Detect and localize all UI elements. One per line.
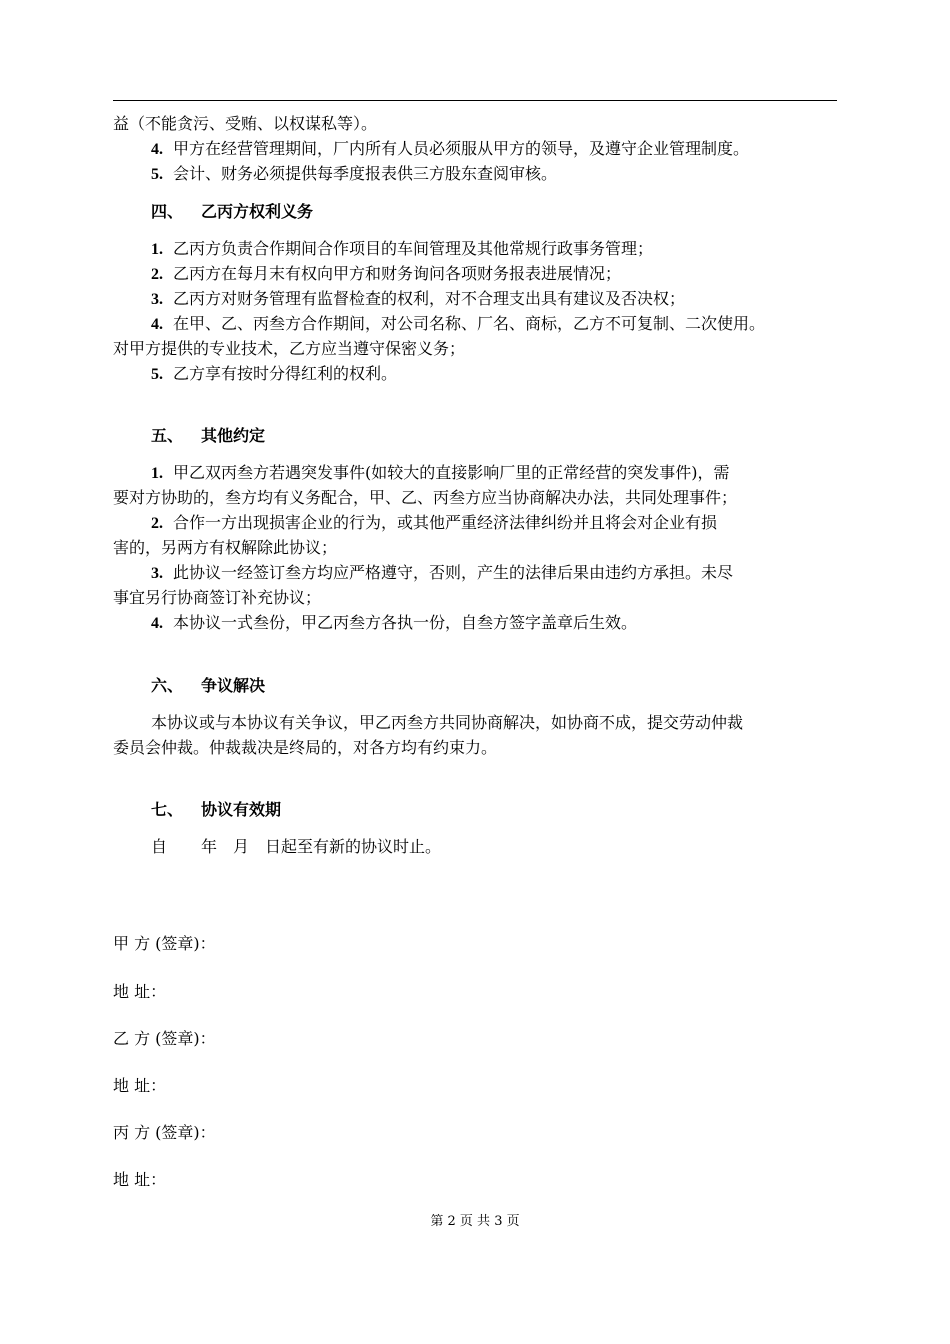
list-text: 乙丙方对财务管理有监督检查的权利，对不合理支出具有建议及否决权； <box>173 289 686 308</box>
list-item <box>151 264 837 285</box>
list-text: 会计、财务必须提供每季度报表供三方股东查阅审核。 <box>173 164 558 183</box>
list-item <box>151 513 837 534</box>
paragraph-line: 委员会仲裁。仲裁裁决是终局的，对各方均有约束力。 <box>113 738 498 757</box>
section-heading <box>151 426 265 446</box>
validity-month: 月 <box>233 837 250 856</box>
list-item <box>151 239 837 260</box>
list-number: 1. <box>151 465 163 482</box>
list-text: 乙方享有按时分得红利的权利。 <box>173 364 398 383</box>
signature-party-c: 丙 方 (签章)： <box>113 1123 216 1142</box>
paragraph-continuation: 益（不能贪污、受贿、以权谋私等）。 <box>113 114 378 133</box>
signature-address-c: 地 址： <box>113 1170 167 1189</box>
section-number: 四、 <box>151 202 184 221</box>
list-item <box>151 463 837 484</box>
section-heading <box>151 800 281 820</box>
list-text: 乙丙方负责合作期间合作项目的车间管理及其他常规行政事务管理； <box>173 239 654 258</box>
list-number: 5. <box>151 166 163 183</box>
list-text: 本协议一式叁份，甲乙丙叁方各执一份，自叁方签字盖章后生效。 <box>173 613 638 632</box>
list-item-continuation: 要对方协助的，叁方均有义务配合，甲、乙、丙叁方应当协商解决办法，共同处理事件； <box>113 488 738 507</box>
list-item <box>151 563 837 584</box>
validity-year: 年 <box>201 837 218 856</box>
list-text: 合作一方出现损害企业的行为，或其他严重经济法律纠纷并且将会对企业有损 <box>173 513 718 532</box>
header-rule <box>113 100 837 101</box>
list-text: 乙丙方在每月末有权向甲方和财务询问各项财务报表进展情况； <box>173 264 622 283</box>
list-item-continuation: 害的，另两方有权解除此协议； <box>113 538 338 557</box>
signature-address-a: 地 址： <box>113 982 167 1001</box>
list-item <box>151 164 837 185</box>
signature-party-b: 乙 方 (签章)： <box>113 1029 216 1048</box>
list-item-continuation: 事宜另行协商签订补充协议； <box>113 588 322 607</box>
page-footer: 第 2 页 共 3 页 <box>430 1214 520 1229</box>
list-item <box>151 139 837 160</box>
list-text: 此协议一经签订叁方均应严格遵守，否则，产生的法律后果由违约方承担。未尽 <box>173 563 734 582</box>
section-heading <box>151 202 313 222</box>
list-number: 1. <box>151 241 163 258</box>
list-item <box>151 314 837 335</box>
list-item <box>151 289 837 310</box>
list-number: 3. <box>151 291 163 308</box>
section-number: 五、 <box>151 426 184 445</box>
list-number: 2. <box>151 515 163 532</box>
signature-party-a: 甲 方 (签章)： <box>113 934 216 953</box>
section-title: 其他约定 <box>201 426 266 445</box>
list-text: 在甲、乙、丙叁方合作期间，对公司名称、厂名、商标，乙方不可复制、二次使用。 <box>173 314 766 333</box>
section-heading <box>151 676 265 696</box>
section-number: 六、 <box>151 676 184 695</box>
list-text: 甲乙双丙叁方若遇突发事件(如较大的直接影响厂里的正常经营的突发事件)，需 <box>173 463 730 482</box>
list-number: 4. <box>151 316 163 333</box>
validity-from: 自 <box>151 837 168 856</box>
list-number: 4. <box>151 615 163 632</box>
signature-address-b: 地 址： <box>113 1076 167 1095</box>
list-item <box>151 613 837 634</box>
list-item <box>151 364 837 385</box>
list-number: 2. <box>151 266 163 283</box>
validity-line <box>151 837 837 857</box>
section-title: 争议解决 <box>201 676 266 695</box>
list-number: 3. <box>151 565 163 582</box>
section-number: 七、 <box>151 800 184 819</box>
list-number: 4. <box>151 141 163 158</box>
list-text: 甲方在经营管理期间，厂内所有人员必须服从甲方的领导，及遵守企业管理制度。 <box>173 139 750 158</box>
section-title: 乙丙方权利义务 <box>201 202 314 221</box>
validity-day-text: 日起至有新的协议时止。 <box>265 837 442 856</box>
list-item-continuation: 对甲方提供的专业技术，乙方应当遵守保密义务； <box>113 339 466 358</box>
list-number: 5. <box>151 366 163 383</box>
section-title: 协议有效期 <box>201 800 282 819</box>
paragraph-line: 本协议或与本协议有关争议，甲乙丙叁方共同协商解决，如协商不成，提交劳动仲裁 <box>151 713 744 732</box>
